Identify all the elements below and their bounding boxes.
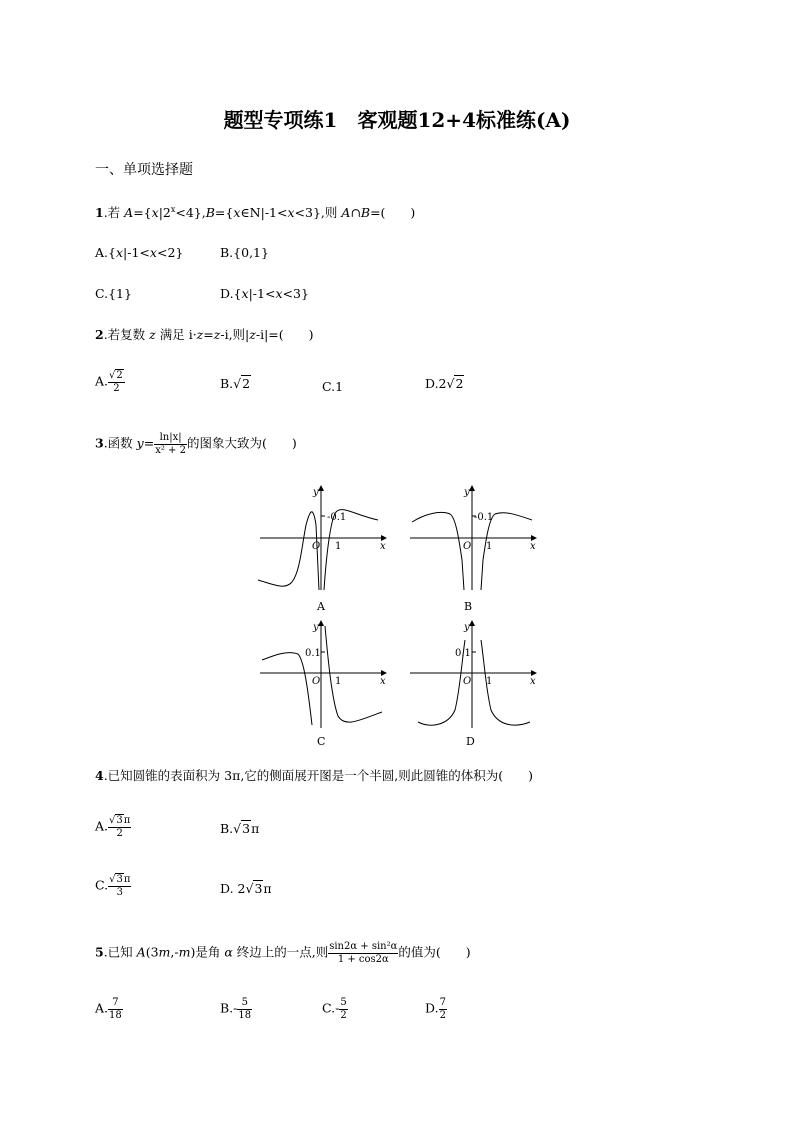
q-text: =( ) xyxy=(370,205,416,221)
q5-option-d[interactable] xyxy=(425,997,447,1021)
fraction xyxy=(328,941,398,965)
q-text: -i|=( ) xyxy=(255,327,314,342)
numerator: 7 xyxy=(439,997,446,1008)
origin-label: O xyxy=(312,541,321,552)
graph-label: D xyxy=(466,735,475,748)
q-text: |2 xyxy=(158,205,171,221)
q5-option-b[interactable] xyxy=(220,997,252,1021)
y-axis-label: y xyxy=(313,487,319,498)
section-heading: 一、单项选择题 xyxy=(95,162,193,178)
q-text: .函数 xyxy=(103,435,137,451)
origin-label: O xyxy=(463,541,472,552)
radicand: 3 xyxy=(242,821,251,836)
var: x xyxy=(149,245,157,260)
q5-option-c[interactable] xyxy=(322,997,348,1021)
var: m xyxy=(178,944,191,960)
y-axis-label: y xyxy=(464,487,470,498)
opt-text: <2} xyxy=(156,245,184,260)
q4-option-c[interactable] xyxy=(95,874,131,898)
opt-text: D.2 xyxy=(425,376,447,391)
q-text: .已知圆锥的表面积为 3π,它的侧面展开图是一个半圆,则此圆锥的体积为( ) xyxy=(103,768,534,783)
fraction xyxy=(339,997,347,1021)
denominator: 1 + cos2α xyxy=(337,953,389,965)
question-3 xyxy=(95,432,297,456)
q-text: 终边上的一点,则 xyxy=(232,944,329,960)
radicand: 2 xyxy=(116,370,123,381)
graph-label: C xyxy=(317,735,326,748)
fraction: $\frac{√3\pi}{3}$ xyxy=(109,874,131,898)
denominator: 2 xyxy=(340,1009,347,1021)
opt-text: B. xyxy=(220,821,234,836)
q-text: = xyxy=(203,327,214,342)
fraction: $\frac{√2}{2}$ xyxy=(109,370,123,394)
y-axis-label: y xyxy=(464,622,470,633)
var: B xyxy=(205,205,215,221)
q-text: -i,则| xyxy=(220,327,250,342)
var: x xyxy=(287,205,295,221)
tick-label: 0.1 xyxy=(455,648,471,659)
q-text: ∩ xyxy=(350,205,361,221)
graph-a[interactable] xyxy=(258,486,386,613)
question-number: 3 xyxy=(95,435,104,451)
opt-text: A. xyxy=(95,1000,109,1016)
q1-option-d[interactable] xyxy=(220,288,309,301)
q1-option-c[interactable]: C.{1} xyxy=(95,286,132,301)
exponent: x xyxy=(170,205,176,214)
q-text: = xyxy=(143,435,155,451)
denominator: 2 xyxy=(113,382,120,394)
graph-label: A xyxy=(317,600,325,613)
opt-text: D. xyxy=(425,1000,439,1016)
var: z xyxy=(249,327,256,342)
var: A xyxy=(341,205,351,221)
radicand: 2 xyxy=(455,376,464,391)
numerator: ln|x| xyxy=(154,432,187,445)
q-text: .若 xyxy=(103,205,125,221)
var: α xyxy=(224,944,233,960)
opt-text: A. xyxy=(95,818,109,834)
opt-text: C.- xyxy=(322,1000,340,1016)
q2-option-b[interactable]: B.√2 xyxy=(220,376,251,391)
graph-d[interactable] xyxy=(410,621,536,748)
fraction xyxy=(237,997,252,1021)
q-text: ={ xyxy=(133,205,152,221)
q4-option-d[interactable]: D. 2√3π xyxy=(220,881,272,896)
one-label: 1 xyxy=(335,541,342,552)
x-axis-label: x xyxy=(380,541,386,552)
radicand: 3 xyxy=(116,874,123,885)
radicand: 3 xyxy=(116,815,123,826)
var: x xyxy=(115,245,124,260)
y-axis-label: y xyxy=(313,622,319,633)
graph-b[interactable] xyxy=(410,486,536,613)
pi: π xyxy=(123,874,131,885)
question-2 xyxy=(95,329,314,342)
var: A xyxy=(124,205,134,221)
pi: π xyxy=(251,821,260,836)
q5-option-a[interactable] xyxy=(95,997,123,1021)
opt-text: C. xyxy=(95,877,109,893)
var: z xyxy=(196,327,204,342)
one-label: 1 xyxy=(335,676,342,687)
q-text: )是角 xyxy=(190,944,225,960)
fraction xyxy=(108,997,123,1021)
x-axis-label: x xyxy=(530,676,536,687)
q2-option-a[interactable] xyxy=(95,370,125,394)
var: z xyxy=(149,327,156,342)
q2-option-c[interactable]: C.1 xyxy=(322,379,344,394)
denominator: x² + 2 xyxy=(155,444,186,456)
opt-text: |-1< xyxy=(123,245,150,260)
q-text: 的值为( ) xyxy=(398,944,471,960)
q-text: .已知 xyxy=(103,944,137,960)
x-axis-label: x xyxy=(380,676,386,687)
q-text: ={ xyxy=(214,205,234,221)
q1-option-b[interactable]: B.{0,1} xyxy=(220,245,269,260)
opt-text: A.{ xyxy=(95,245,116,260)
one-label: 1 xyxy=(486,541,493,552)
var: x xyxy=(241,286,249,301)
q-text: 的图象大致为( ) xyxy=(186,435,297,451)
opt-text: A. xyxy=(95,373,109,389)
var: x xyxy=(275,286,283,301)
opt-text: B. xyxy=(220,376,234,391)
q1-option-a[interactable] xyxy=(95,247,183,260)
var: m xyxy=(158,944,171,960)
radicand: 2 xyxy=(242,376,251,391)
var: A xyxy=(136,944,146,960)
q4-option-b[interactable]: B.√3π xyxy=(220,821,260,836)
question-5 xyxy=(95,941,471,965)
pi: π xyxy=(123,815,131,826)
numerator: 5 xyxy=(340,997,347,1008)
tick-label: 0.1 xyxy=(305,648,321,659)
question-1 xyxy=(95,206,415,220)
var: x xyxy=(233,205,241,221)
opt-text: B.- xyxy=(220,1000,238,1016)
opt-text: |-1< xyxy=(248,286,276,301)
denominator: 2 xyxy=(439,1009,446,1021)
numerator: sin2α + sin²α xyxy=(329,941,398,952)
question-number: 1 xyxy=(95,205,104,221)
q-text: <3},则 xyxy=(294,205,342,221)
var: z xyxy=(213,327,221,342)
denominator: 18 xyxy=(109,1009,122,1021)
page-title: 题型专项练1 客观题12+4标准练(A) xyxy=(223,108,571,132)
fraction xyxy=(439,997,447,1021)
denominator: 3 xyxy=(116,886,123,898)
q-text: ,- xyxy=(170,944,179,960)
tick-label: -0.1 xyxy=(327,512,347,523)
q-text: <4}, xyxy=(175,205,206,221)
opt-text: <3} xyxy=(282,286,309,301)
var: y xyxy=(136,435,144,451)
one-label: 1 xyxy=(486,676,493,687)
q4-option-a[interactable] xyxy=(95,815,131,839)
var: B xyxy=(360,205,371,221)
q-text: .若复数 xyxy=(103,327,150,342)
var: x xyxy=(151,205,159,221)
numerator: 5 xyxy=(237,997,252,1010)
fraction xyxy=(154,432,187,456)
q-text: ∈N|-1< xyxy=(240,205,288,221)
tick-label: -0.1 xyxy=(474,512,494,523)
graph-label: B xyxy=(464,600,473,613)
origin-label: O xyxy=(463,676,472,687)
denominator: 18 xyxy=(238,1009,252,1021)
pi: π xyxy=(263,881,272,896)
x-axis-label: x xyxy=(530,541,536,552)
radicand: 3 xyxy=(254,881,263,896)
question-number: 5 xyxy=(95,944,104,960)
denominator: 2 xyxy=(116,827,123,839)
origin-label: O xyxy=(312,676,321,687)
q-text: 满足 i· xyxy=(155,327,197,342)
question-number: 2 xyxy=(95,327,104,342)
q2-option-d[interactable]: D.2√2 xyxy=(425,376,464,391)
numerator: 7 xyxy=(108,997,123,1010)
opt-text: D. 2 xyxy=(220,881,246,896)
graph-c[interactable] xyxy=(260,621,386,748)
opt-text: D.{ xyxy=(220,286,242,301)
fraction: $\frac{√3\pi}{2}$ xyxy=(109,815,131,839)
question-4 xyxy=(95,770,533,783)
q-text: (3 xyxy=(145,944,159,960)
question-number: 4 xyxy=(95,768,104,783)
